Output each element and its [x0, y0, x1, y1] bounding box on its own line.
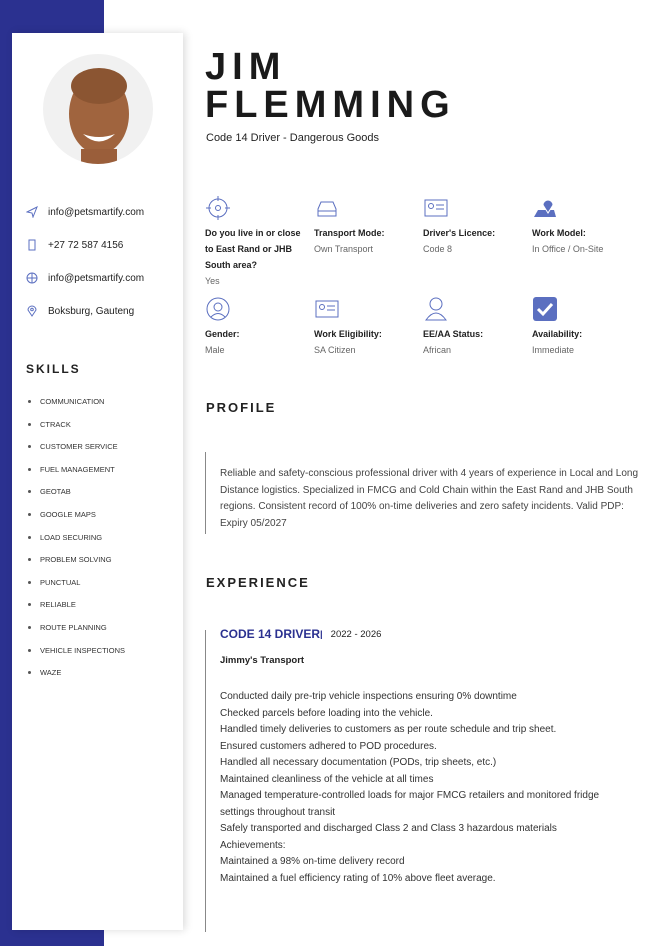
skill-label: FUEL MANAGEMENT — [40, 464, 115, 474]
contact-item[interactable] — [26, 239, 123, 251]
bullet-icon — [28, 581, 31, 584]
id-card-icon — [423, 195, 449, 221]
info-item — [532, 195, 632, 257]
info-label: Transport Mode: — [314, 228, 385, 238]
duty-line: Checked parcels before loading into the vehicle. — [220, 707, 433, 719]
experience-job-title: CODE 14 DRIVER — [220, 627, 321, 641]
globe-icon — [26, 272, 38, 284]
skill-item — [28, 623, 107, 632]
skill-item — [28, 555, 112, 564]
info-item — [423, 195, 523, 257]
info-label: Availability: — [532, 329, 583, 339]
avatar — [43, 54, 153, 164]
skill-label: GEOTAB — [40, 487, 71, 497]
experience-duties — [220, 689, 620, 887]
info-value: African — [423, 345, 452, 355]
experience-heading: EXPERIENCE — [206, 575, 310, 590]
duty-line: Conducted daily pre-trip vehicle inspections ensuring 0% downtime — [220, 691, 517, 702]
skill-item — [28, 646, 125, 655]
bullet-icon — [28, 400, 31, 403]
dates-text: 2022 - 2026 — [330, 629, 382, 640]
job-title-subtitle: Code 14 Driver - Dangerous Goods — [206, 132, 380, 144]
info-item — [314, 195, 414, 257]
profile-text: Reliable and safety-conscious professional driver with 4 years of experience in Local and Long Distance logistics. Specialized in FMCG and Cold Chain within the East Rand and JHB South regions. Consistent record of 100% on-time deliveries and zero safety incidents. Valid PDP: Expiry 05/2027 — [220, 468, 639, 529]
contact-item[interactable] — [26, 305, 134, 317]
skill-label: PROBLEM SOLVING — [40, 555, 112, 565]
duty-line: Managed temperature-controlled loads for major FMCG retailers and monitored fridge settings throughout transit — [220, 790, 600, 818]
duty-line: Maintained cleanliness of the vehicle at all times — [220, 773, 434, 785]
skills-heading: SKILLS — [26, 362, 81, 376]
bullet-icon — [28, 423, 31, 426]
duty-line: Handled all necessary documentation (PODs, trip sheets, etc.) — [220, 757, 497, 768]
contact-text: info@petsmartify.com — [48, 206, 145, 218]
bullet-icon — [28, 558, 31, 561]
location-icon — [26, 305, 38, 317]
bullet-icon — [28, 671, 31, 674]
info-label: Driver's Licence: — [423, 228, 496, 238]
skill-item — [28, 578, 80, 587]
duty-line: Maintained a 98% on-time delivery record — [220, 856, 405, 867]
info-label: Work Model: — [532, 228, 586, 238]
skill-item — [28, 668, 61, 677]
info-item — [314, 296, 414, 358]
info-label: Work Eligibility: — [314, 329, 382, 339]
duty-line: Achievements: — [220, 839, 286, 851]
skill-item — [28, 600, 76, 609]
experience-company: Jimmy's Transport — [220, 655, 305, 666]
bullet-icon — [28, 513, 31, 516]
checkbox-icon — [532, 296, 558, 322]
bullet-icon — [28, 649, 31, 652]
skill-label: CUSTOMER SERVICE — [40, 442, 118, 452]
contact-text: +27 72 587 4156 — [48, 239, 124, 251]
bullet-icon — [28, 468, 31, 471]
send-icon — [26, 206, 38, 218]
bullet-icon — [28, 490, 31, 493]
info-item — [423, 296, 523, 358]
car-icon — [314, 195, 340, 221]
experience-dates — [320, 629, 381, 640]
info-value: Code 8 — [423, 244, 453, 254]
user-circle-icon — [205, 296, 231, 322]
map-pin-icon — [532, 195, 558, 221]
info-item — [532, 296, 632, 358]
duty-line: Ensured customers adhered to POD procedures. — [220, 740, 437, 752]
profile-heading: PROFILE — [206, 400, 277, 415]
skill-item — [28, 533, 102, 542]
bullet-icon — [28, 603, 31, 606]
skill-item — [28, 510, 96, 519]
skill-item — [28, 442, 118, 451]
info-value: SA Citizen — [314, 345, 356, 355]
duty-line: Handled timely deliveries to customers as per route schedule and trip sheet. — [220, 724, 557, 735]
contact-text: Boksburg, Gauteng — [48, 305, 135, 317]
last-name: FLEMMING — [205, 84, 456, 126]
skill-item — [28, 487, 71, 496]
info-item — [205, 195, 305, 289]
skill-label: VEHICLE INSPECTIONS — [40, 645, 126, 655]
target-icon — [205, 195, 231, 221]
skill-label: RELIABLE — [40, 600, 76, 610]
bullet-icon — [28, 626, 31, 629]
skill-label: PUNCTUAL — [40, 577, 81, 587]
skill-label: COMMUNICATION — [40, 397, 105, 406]
info-label: Do you live in or close to East Rand or JHB South area? — [205, 228, 301, 270]
skill-label: GOOGLE MAPS — [40, 510, 96, 519]
sidebar — [12, 33, 183, 930]
info-item — [205, 296, 305, 358]
profile-divider — [205, 452, 206, 534]
phone-icon — [26, 239, 38, 251]
info-value: Immediate — [532, 345, 575, 355]
user-icon — [423, 296, 449, 322]
contact-item[interactable] — [26, 272, 144, 284]
skill-label: CTRACK — [40, 419, 71, 429]
info-label: EE/AA Status: — [423, 329, 484, 339]
contact-text: info@petsmartify.com — [48, 272, 145, 284]
info-value: In Office / On-Site — [532, 244, 604, 254]
skill-item — [28, 397, 104, 406]
skill-label: LOAD SECURING — [40, 532, 103, 542]
bullet-icon — [28, 445, 31, 448]
skill-item — [28, 465, 115, 474]
first-name: JIM — [205, 46, 287, 88]
skill-label: WAZE — [40, 668, 62, 678]
info-value: Male — [205, 345, 225, 355]
duty-line: Safely transported and discharged Class 2 and Class 3 hazardous materials — [220, 823, 557, 834]
skill-item — [28, 420, 71, 429]
info-value: Own Transport — [314, 244, 374, 254]
skill-label: ROUTE PLANNING — [40, 623, 107, 632]
separator: | — [320, 629, 323, 640]
candidate-name — [205, 48, 456, 124]
duty-line: Maintained a fuel efficiency rating of 10% above fleet average. — [220, 872, 496, 884]
bullet-icon — [28, 536, 31, 539]
id-card-icon — [314, 296, 340, 322]
experience-divider — [205, 630, 206, 932]
contact-item[interactable] — [26, 206, 144, 218]
info-value: Yes — [205, 276, 220, 286]
info-label: Gender: — [205, 329, 240, 339]
